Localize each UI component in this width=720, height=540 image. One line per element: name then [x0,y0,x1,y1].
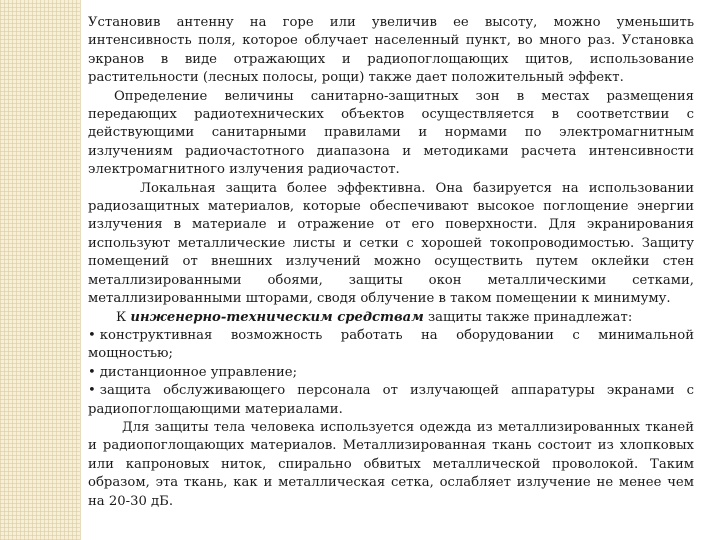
bullet-item [88,382,694,419]
bullet-marker: • [88,383,96,399]
engineering-intro-end: защиты также принадлежат: [423,309,633,325]
bullet-marker: • [88,364,96,380]
paragraph-antenna: Установив антенну на горе или увеличив ее высоту, можно уменьшить интенсивность поля, которое облучает населенный пункт, во много раз. Установка экранов в виде отражающих и радиопоглощающих щитов, использование растительности (лесных полосы, рощи) также дает положительный эффект. [88,15,694,86]
bullet-text: защита обслуживающего персонала от излучающей аппаратуры экранами с радиопоглощающими материалами. [88,383,694,417]
bullet-item [88,364,694,382]
document-text [88,14,694,511]
bullet-text: конструктивная возможность работать на оборудовании с минимальной мощностью; [88,327,694,362]
bullet-item [88,327,694,364]
bullet-text: дистанционное управление; [99,364,298,380]
engineering-intro-start: К [116,309,131,325]
paragraph-sanitary-zones: Определение величины санитарно-защитных зон в местах размещения передающих радиотехнических объектов осуществляется в соответствии с действующими санитарными правилами и нормами по электромагнитным излучениям радиочастотного диапазона и методиками расчета интенсивности электромагнитного излучения радиочастот. [88,88,694,178]
engineering-intro-emphasis: инженерно-техническим средствам [130,309,424,325]
bullet-marker: • [88,327,96,343]
paragraph-protective-clothing: Для защиты тела человека используется одежда из металлизированных тканей и радиопоглощающих материалов. Металлизированная ткань состоит из хлопковых или капроновых ниток, спирально обвитых металлической проволокой. Таким образом, эта ткань, как и металлическая сетка, ослабляет излучение не менее чем на 20-30 дБ. [88,419,694,509]
paragraph-engineering-intro [88,309,694,327]
paragraph-local-protection: Локальная защита более эффективна. Она базируется на использовании радиозащитных материалов, которые обеспечивают высокое поглощение энергии излучения в материале и отражение от его поверхности. Для экранирования используют металлические листы и сетки с хорошей токопроводимостью. Защиту помещений от внешних излучений можно осуществить путем оклейки стен металлизированными обоями, защиты окон металлическими сетками, металлизированными шторами, сводя облучение в таком помещении к минимуму. [88,180,694,307]
decorative-side-band [0,0,81,540]
